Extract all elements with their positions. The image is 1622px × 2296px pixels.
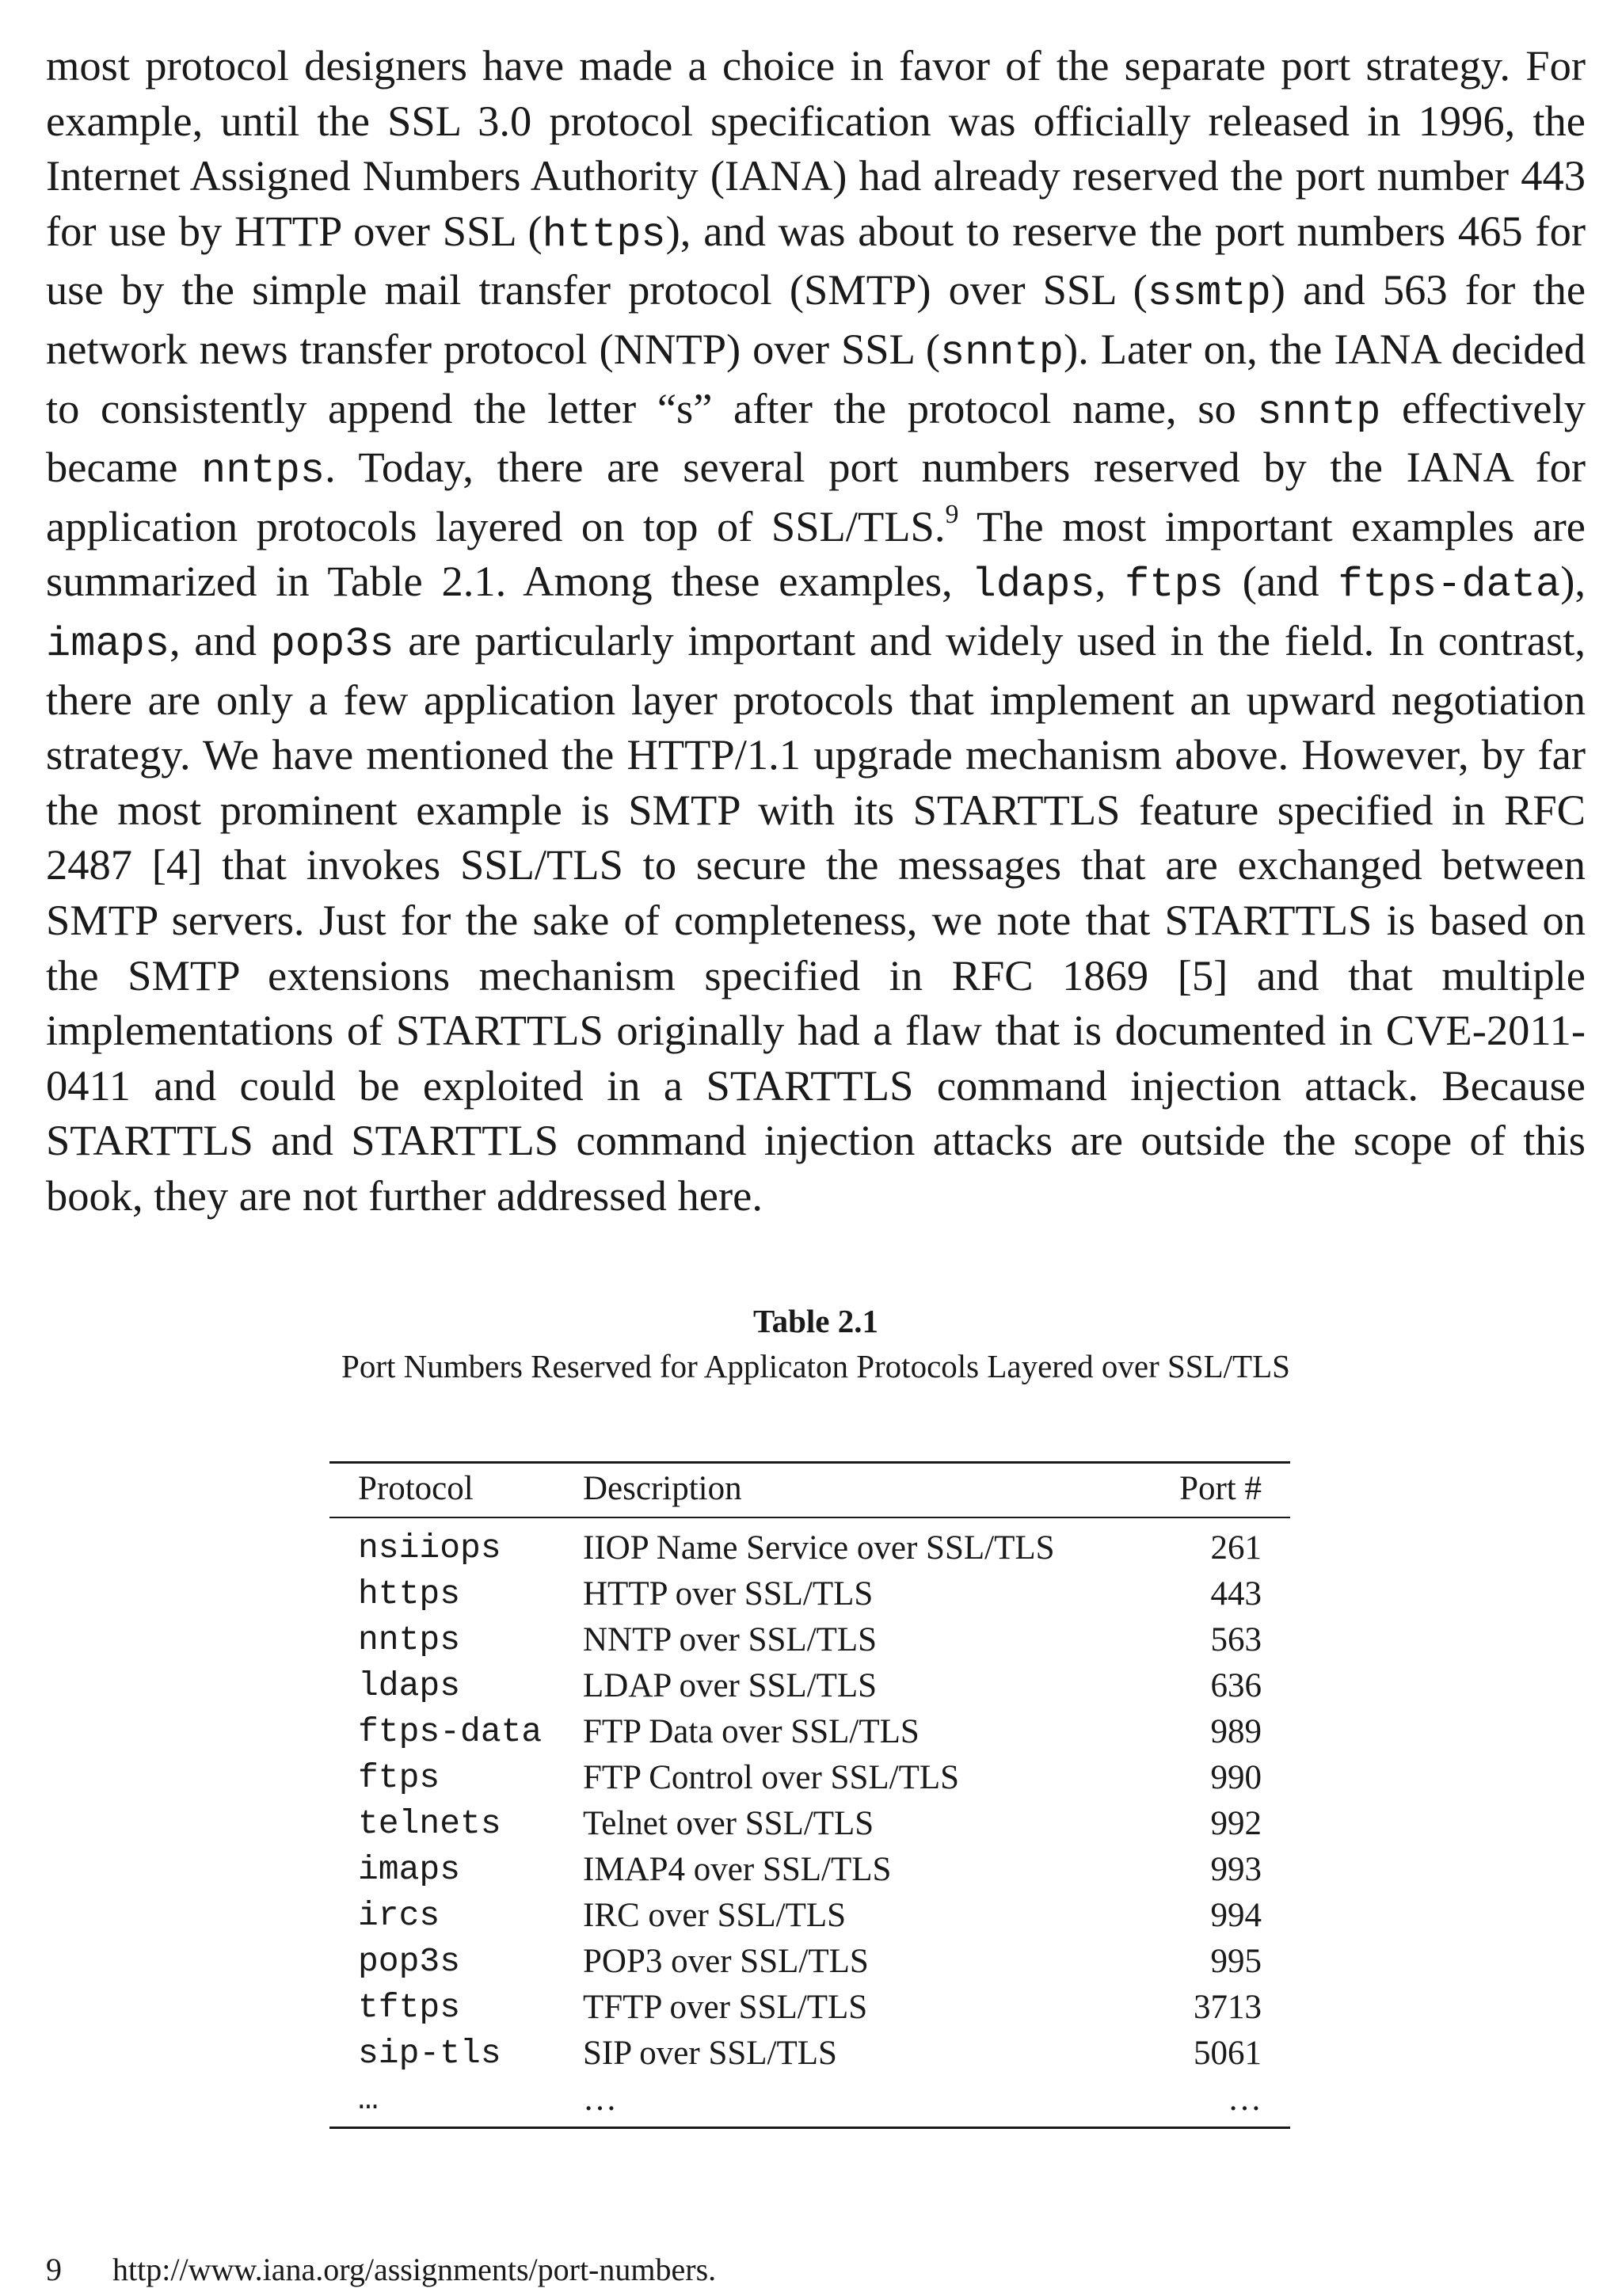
text-run: ) and 563 for the network news transfer protocol (NNTP) over SSL ( bbox=[46, 265, 1586, 373]
cell-port: 994 bbox=[1210, 1896, 1262, 1934]
table-row bbox=[329, 1616, 1290, 1662]
header-port: Port # bbox=[1179, 1470, 1262, 1507]
cell-port: 995 bbox=[1210, 1942, 1262, 1980]
cell-description: … bbox=[583, 2080, 617, 2118]
cell-protocol: telnets bbox=[358, 1803, 501, 1843]
code-ftps: ftps bbox=[1125, 562, 1224, 609]
table-title: Port Numbers Reserved for Applicaton Protocols Layered over SSL/TLS bbox=[341, 1348, 1290, 1384]
code-ftps-data: ftps-data bbox=[1338, 562, 1561, 609]
cell-description: HTTP over SSL/TLS bbox=[583, 1574, 874, 1613]
table-number: Table 2.1 bbox=[753, 1303, 878, 1339]
text-run: (and bbox=[1223, 557, 1338, 606]
table-row bbox=[329, 1525, 1290, 1571]
text-run: . Today, there are several port numbers reserved by the IANA for application protocols layered on top of SSL/TLS. bbox=[46, 443, 1586, 550]
table-row bbox=[329, 1754, 1290, 1800]
table-row bbox=[329, 1800, 1290, 1846]
cell-port: 993 bbox=[1210, 1850, 1262, 1888]
cell-protocol: imaps bbox=[358, 1849, 461, 1889]
text-run: ), bbox=[1560, 557, 1586, 606]
code-ldaps: ldaps bbox=[971, 562, 1095, 609]
text-run: most protocol designers have made a choice in favor of the separate port strategy. For example, until the SSL 3.0 protocol specification was officially released in 1996, the Internet Assigned Numbers Authority (IANA) had already reserved the port number 443 for use by HTTP over SSL ( bbox=[46, 41, 1586, 255]
cell-port: 3713 bbox=[1194, 1988, 1262, 2026]
code-pop3s: pop3s bbox=[270, 620, 394, 668]
cell-protocol: https bbox=[358, 1574, 461, 1613]
table-row bbox=[329, 2076, 1290, 2122]
cell-description: POP3 over SSL/TLS bbox=[583, 1942, 869, 1980]
cell-port: 989 bbox=[1210, 1712, 1262, 1750]
table-row bbox=[329, 1846, 1290, 1892]
port-table bbox=[329, 1461, 1290, 2129]
cell-port: 992 bbox=[1210, 1804, 1262, 1842]
footnote-text: http://www.iana.org/assignments/port-numbers. bbox=[112, 2252, 717, 2287]
cell-description: TFTP over SSL/TLS bbox=[583, 1988, 868, 2026]
code-https: https bbox=[542, 211, 666, 258]
text-run: , and bbox=[169, 615, 271, 664]
cell-protocol: pop3s bbox=[358, 1941, 461, 1981]
header-protocol: Protocol bbox=[358, 1470, 474, 1507]
cell-port: 443 bbox=[1210, 1574, 1262, 1613]
text-run: effectively became bbox=[46, 383, 1586, 492]
code-snntp: snntp bbox=[939, 329, 1064, 376]
table-row bbox=[329, 1571, 1290, 1616]
cell-protocol: tftps bbox=[358, 1987, 461, 2027]
code-ssmtp: ssmtp bbox=[1147, 270, 1271, 318]
cell-port: 990 bbox=[1210, 1758, 1262, 1796]
text-run: are particularly important and widely used in the field. In contrast, there are only a few application layer protocols that implement an upward negotiation strategy. We have mentioned the HTTP/1.1 upgrade mechanism above. However, by far the most prominent example is SMTP with its STARTTLS feature specified in RFC 2487 [4] that invokes SSL/TLS to secure the messages that are exchanged between SMTP servers. Just for the sake of completeness, we note that STARTTLS is based on the SMTP extensions mechanism specified in RFC 1869 [5] and that multiple implementations of STARTTLS originally had a flaw that is documented in CVE-2011-0411 and could be exploited in a STARTTLS command injection attack. Because STARTTLS and STARTTLS command injection attacks are outside the scope of this book, they are not further addressed here. bbox=[46, 615, 1586, 1220]
table-body bbox=[329, 1518, 1290, 2127]
table-row bbox=[329, 1938, 1290, 1984]
code-snntp: snntp bbox=[1257, 388, 1381, 436]
table-row bbox=[329, 1662, 1290, 1708]
cell-description: FTP Data over SSL/TLS bbox=[583, 1712, 920, 1750]
text-run: The most important examples are summarized in Table 2.1. Among these examples, bbox=[46, 501, 1586, 606]
cell-port: 563 bbox=[1210, 1620, 1262, 1658]
page bbox=[46, 38, 1586, 2287]
cell-port: … bbox=[1228, 2080, 1262, 2118]
text-run: ), and was about to reserve the port numbers 465 for use by the simple mail transfer protocol (SMTP) over SSL ( bbox=[46, 206, 1586, 314]
table-bottom-rule bbox=[329, 2127, 1290, 2129]
footnote bbox=[46, 2250, 716, 2290]
cell-port: 261 bbox=[1210, 1529, 1262, 1567]
text-run: ). Later on, the IANA decided to consistently append the letter “s” after the protocol name, so bbox=[46, 324, 1586, 432]
footnote-number: 9 bbox=[46, 2252, 62, 2287]
table-row bbox=[329, 1708, 1290, 1754]
cell-protocol: ldaps bbox=[358, 1666, 461, 1705]
cell-description: NNTP over SSL/TLS bbox=[583, 1620, 878, 1658]
cell-description: Telnet over SSL/TLS bbox=[583, 1804, 874, 1842]
footnote-ref: 9 bbox=[945, 499, 959, 529]
table-row bbox=[329, 1984, 1290, 2030]
cell-port: 5061 bbox=[1194, 2034, 1262, 2072]
cell-protocol: ftps-data bbox=[358, 1712, 543, 1751]
table-header-row bbox=[329, 1464, 1290, 1514]
cell-protocol: nsiiops bbox=[358, 1528, 501, 1567]
cell-port: 636 bbox=[1210, 1666, 1262, 1704]
table-row bbox=[329, 2030, 1290, 2076]
table-row bbox=[329, 1892, 1290, 1938]
cell-protocol: ircs bbox=[358, 1895, 440, 1935]
header-description: Description bbox=[583, 1470, 742, 1507]
cell-description: IMAP4 over SSL/TLS bbox=[583, 1850, 892, 1888]
body-paragraph bbox=[46, 38, 1586, 1223]
cell-description: IIOP Name Service over SSL/TLS bbox=[583, 1529, 1055, 1567]
code-imaps: imaps bbox=[46, 620, 170, 668]
cell-protocol: sip-tls bbox=[358, 2033, 501, 2073]
cell-protocol: nntps bbox=[358, 1620, 461, 1659]
cell-description: LDAP over SSL/TLS bbox=[583, 1666, 878, 1704]
cell-description: IRC over SSL/TLS bbox=[583, 1896, 847, 1934]
cell-description: FTP Control over SSL/TLS bbox=[583, 1758, 960, 1796]
cell-protocol: ftps bbox=[358, 1757, 440, 1797]
cell-description: SIP over SSL/TLS bbox=[583, 2034, 837, 2072]
code-nntps: nntps bbox=[201, 447, 326, 495]
text-run: , bbox=[1095, 557, 1125, 606]
cell-protocol: … bbox=[358, 2079, 379, 2119]
